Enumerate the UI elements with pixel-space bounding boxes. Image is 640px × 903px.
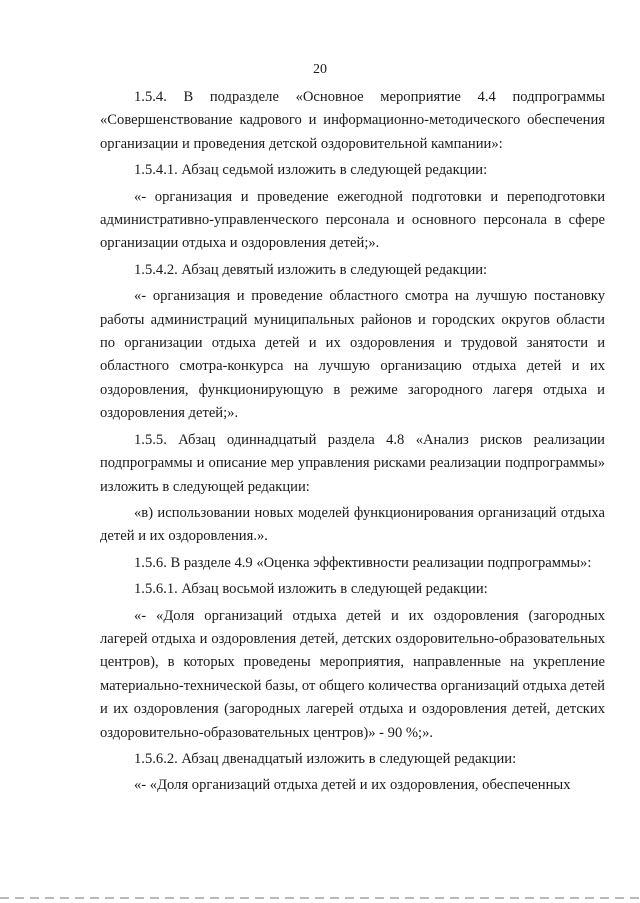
paragraph-1-5-4-2: 1.5.4.2. Абзац девятый изложить в следующей редакции:: [134, 261, 488, 278]
scan-edge-line: [0, 897, 640, 899]
paragraph-quote-review: «- организация и проведение областного смотра на лучшую постановку работы администраций муниципальных районов и городских округов области по организации отдыха детей и их оздоровления и трудовой занятости и областного смотра-конкурса на лучшую организацию отдыха детей и их оздоровления, функционирующую в режиме загородного лагеря отдыха и оздоровления детей;».: [100, 288, 605, 422]
paragraph-1-5-4: 1.5.4. В подразделе «Основное мероприятие 4.4 подпрограммы «Совершенствование кадрового и информационно-методического обеспечения организации и проведения детской оздоровительной кампании»:: [100, 89, 605, 152]
paragraph-1-5-6: 1.5.6. В разделе 4.9 «Оценка эффективности реализации подпрограммы»:: [134, 554, 592, 571]
page-number: 20: [313, 62, 327, 77]
paragraph-quote-share: «- «Доля организаций отдыха детей и их оздоровления (загородных лагерей отдыха и оздоровления детей, детских оздоровительно-образовательных центров), в которых проведены мероприятия, направленные на укрепление материально-технической базы, от общего количества организаций отдыха детей и их оздоровления (загородных лагерей отдыха и оздоровления детей, детских оздоровительно-образовательных центров)» - 90 %;».: [100, 607, 605, 741]
paragraph-1-5-6-1: 1.5.6.1. Абзац восьмой изложить в следующей редакции:: [134, 581, 488, 598]
paragraph-1-5-4-1: 1.5.4.1. Абзац седьмой изложить в следующей редакции:: [134, 162, 488, 179]
paragraph-quote-share-equipped: «- «Доля организаций отдыха детей и их оздоровления, обеспеченных: [134, 777, 571, 794]
paragraph-quote-training: «- организация и проведение ежегодной подготовки и переподготовки административно-управленческого персонала и основного персонала в сфере организации отдыха и оздоровления детей;».: [100, 188, 605, 252]
paragraph-quote-models: «в) использовании новых моделей функционирования организаций отдыха детей и их оздоровления.».: [100, 504, 605, 545]
paragraph-1-5-6-2: 1.5.6.2. Абзац двенадцатый изложить в следующей редакции:: [134, 750, 517, 767]
document-body: [100, 86, 605, 798]
paragraph-1-5-5: 1.5.5. Абзац одиннадцатый раздела 4.8 «Анализ рисков реализации подпрограммы и описание мер управления рисками реализации подпрограммы» изложить в следующей редакции:: [100, 431, 605, 495]
